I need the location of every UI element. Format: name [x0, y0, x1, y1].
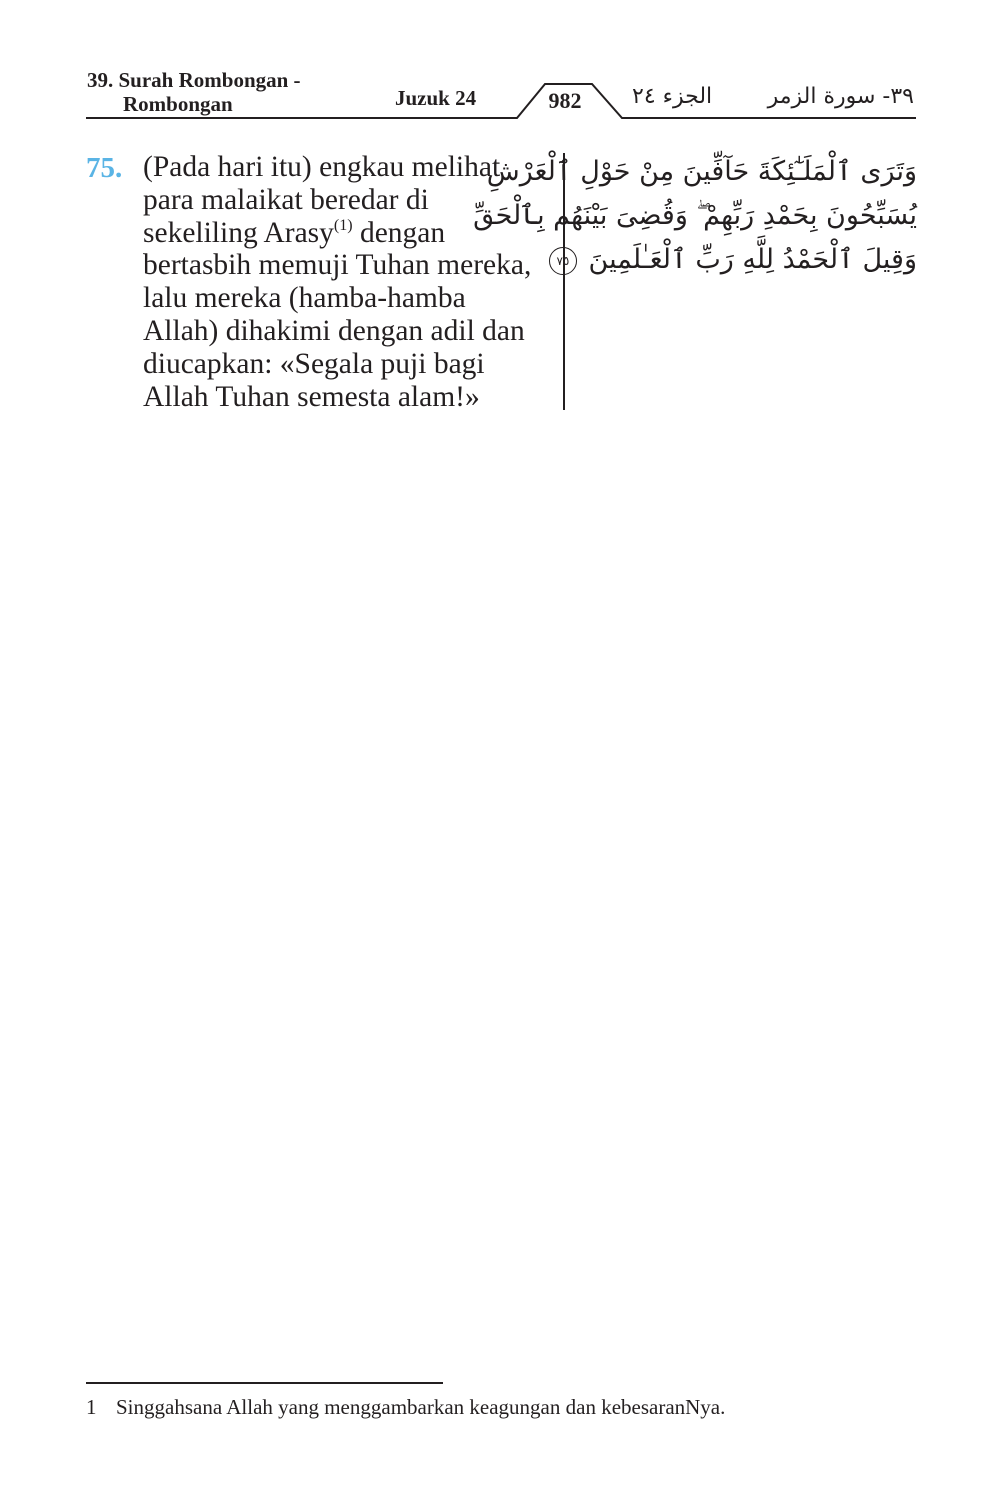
- ayah-number-marker: ٧٥: [549, 247, 577, 275]
- footnote-divider: [86, 1382, 443, 1384]
- verse-arabic: [473, 150, 917, 282]
- juz-label-arabic: الجزء ٢٤: [632, 84, 713, 109]
- surah-name-latin-line2: Rombongan: [123, 92, 233, 116]
- footnote-number: 1: [86, 1395, 97, 1419]
- verse-number: 75.: [86, 152, 123, 184]
- translation-text-part1: (Pada hari itu) engkau melihat para malaikat beredar di sekeliling Arasy: [143, 151, 501, 249]
- footnote-reference: (1): [333, 216, 353, 234]
- footnote-text: Singgahsana Allah yang menggambarkan keagungan dan kebesaranNya.: [116, 1395, 726, 1419]
- page-number: 982: [548, 88, 582, 113]
- surah-name-latin: [87, 68, 301, 116]
- arabic-line-1: وَتَرَى ٱلْمَلَـٰٓئِكَةَ حَآفِّينَ مِنْ حَوْلِ ٱلْعَرْشِ: [486, 156, 917, 187]
- surah-name-arabic: ٣٩- سورة الزمر: [767, 84, 914, 109]
- arabic-line-2: يُسَبِّحُونَ بِحَمْدِ رَبِّهِمْ ۖ وَقُضِىَ بَيْنَهُم بِٱلْحَقِّ: [473, 200, 917, 231]
- surah-name-latin-line1: 39. Surah Rombongan -: [87, 68, 301, 92]
- arabic-line-3-text: وَقِيلَ ٱلْحَمْدُ لِلَّهِ رَبِّ ٱلْعَـٰلَمِينَ: [588, 244, 917, 275]
- footnote: [86, 1395, 725, 1420]
- juz-label-latin: Juzuk 24: [395, 86, 477, 110]
- arabic-line-3: [556, 238, 917, 282]
- translation-text-part2: dengan bertasbih memuji Tuhan mereka, lalu mereka (hamba-hamba Allah) dihakimi dengan adil dan diucapkan: «Segala puji bagi Allah Tuhan semesta alam!»: [143, 216, 532, 413]
- page-header: [0, 0, 1000, 130]
